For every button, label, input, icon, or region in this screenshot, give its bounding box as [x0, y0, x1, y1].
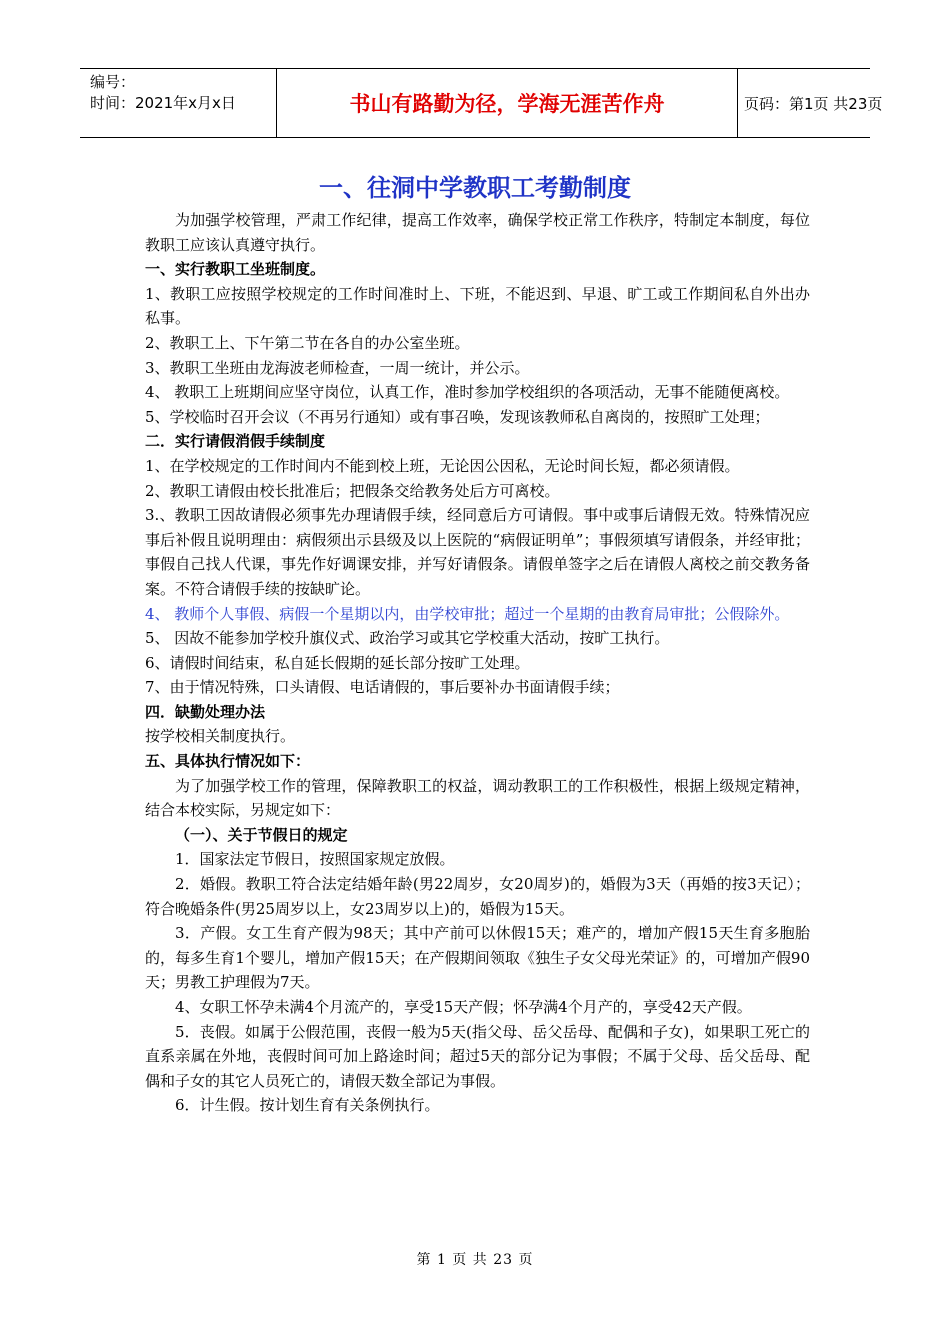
paragraph: 为了加强学校工作的管理，保障教职工的权益，调动教职工的工作积极性，根据上级规定精神，结合本校实际，另规定如下：	[145, 776, 810, 820]
code-label: 编号：	[90, 73, 136, 91]
paragraph: 4、 教师个人事假、病假一个星期以内，由学校审批；超过一个星期的由教育局审批；公假除外。	[145, 604, 790, 623]
paragraph: 1、教职工应按照学校规定的工作时间准时上、下班，不能迟到、早退、旷工或工作期间私自外出办私事。	[145, 284, 810, 328]
paragraph: 为加强学校管理，严肃工作纪律，提高工作效率，确保学校正常工作秩序，特制定本制度，每位教职工应该认真遵守执行。	[145, 211, 810, 254]
paragraph: 3、教职工坐班由龙海波老师检查，一周一统计，并公示。	[145, 358, 530, 377]
paragraph: 5．丧假。如属于公假范围，丧假一般为5天(指父母、岳父岳母、配偶和子女)，如果职工死亡的直系亲属在外地，丧假时间可加上路途时间；超过5天的部分记为事假；不属于父母、岳父岳母、配偶和子女的其它人员死亡的，请假天数全部记为事假。	[145, 1022, 810, 1090]
time-label: 时间：2021年x月x日	[90, 94, 236, 112]
header-page-info: 页码：第1页 共23页	[744, 94, 883, 113]
paragraph: 4、女职工怀孕未满4个月流产的，享受15天产假；怀孕满4个月产的，享受42天产假。	[175, 998, 752, 1016]
section-heading: 五、具体执行情况如下：	[145, 752, 311, 771]
paragraph: 按学校相关制度执行。	[145, 727, 296, 746]
section-heading: 四．缺勤处理办法	[145, 702, 266, 721]
paragraph: 5、学校临时召开会议（不再另行通知）或有事召唤，发现该教师私自离岗的，按照旷工处理；	[145, 407, 770, 426]
section-heading: （一）、关于节假日的规定	[175, 825, 348, 844]
paragraph: 4、 教职工上班期间应坚守岗位，认真工作，准时参加学校组织的各项活动，无事不能随便离校。	[145, 383, 790, 402]
paragraph: 5、 因故不能参加学校升旗仪式、政治学习或其它学校重大活动，按旷工执行。	[145, 629, 670, 648]
document-title: 一、往洞中学教职工考勤制度	[319, 174, 631, 202]
document-body	[145, 208, 810, 1118]
paragraph: 3．产假。女工生育产假为98天；其中产前可以休假15天；难产的，增加产假15天生育多胞胎的，每多生育1个婴儿，增加产假15天；在产假期间领取《独生子女父母光荣证》的，可增加产假90天；男教工护理假为7天。	[145, 924, 810, 992]
section-heading: 一、实行教职工坐班制度。	[145, 260, 326, 279]
paragraph: 1．国家法定节假日，按照国家规定放假。	[175, 850, 455, 869]
paragraph: 2．婚假。教职工符合法定结婚年龄(男22周岁，女20周岁)的，婚假为3天（再婚的按3天记）；符合晚婚条件(男25周岁以上，女23周岁以上)的，婚假为15天。	[145, 875, 810, 918]
page-footer: 第 1 页 共 23 页	[416, 1252, 534, 1268]
document-header	[80, 68, 883, 138]
section-heading: 二．实行请假消假手续制度	[145, 432, 326, 451]
paragraph: 1、在学校规定的工作时间内不能到校上班，无论因公因私，无论时间长短，都必须请假。	[145, 456, 740, 475]
paragraph: 3.、教职工因故请假必须事先办理请假手续，经同意后方可请假。事中或事后请假无效。特殊情况应事后补假且说明理由：病假须出示县级及以上医院的“病假证明单”；事假须填写请假条，并经审批；事假自己找人代课，事先作好调课安排，并写好请假条。请假单签字之后在请假人离校之前交教务备案。不符合请假手续的按缺旷论。	[145, 506, 810, 598]
paragraph: 2、教职工请假由校长批准后；把假条交给教务处后方可离校。	[145, 481, 560, 500]
paragraph: 6．计生假。按计划生育有关条例执行。	[175, 1096, 440, 1115]
paragraph: 2、教职工上、下午第二节在各自的办公室坐班。	[145, 333, 470, 352]
paragraph: 6、请假时间结束，私自延长假期的延长部分按旷工处理。	[145, 653, 530, 672]
header-meta-cell	[80, 69, 277, 137]
header-motto: 书山有路勤为径，学海无涯苦作舟	[277, 69, 738, 137]
paragraph: 7、由于情况特殊，口头请假、电话请假的，事后要补办书面请假手续；	[145, 678, 620, 697]
